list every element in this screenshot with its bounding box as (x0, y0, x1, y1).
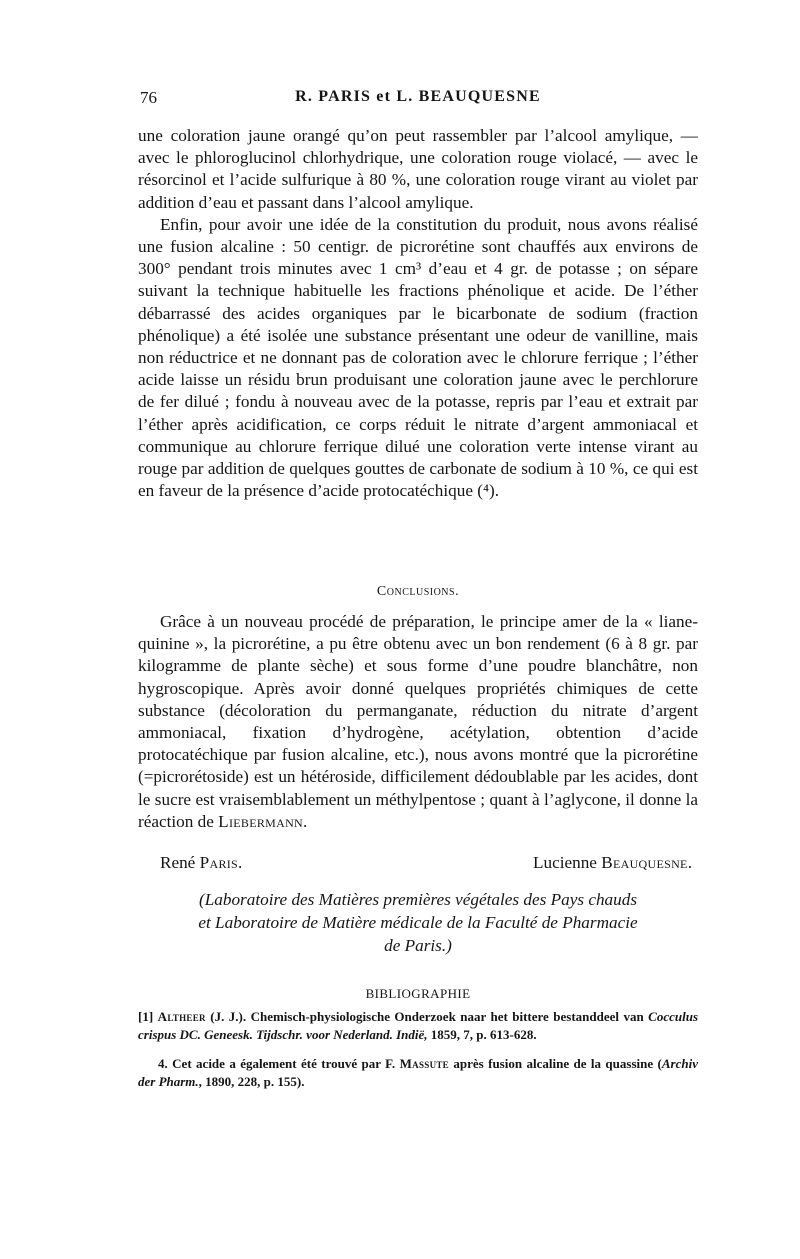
footnote-details: , 1890, 228, p. 155). (198, 1073, 305, 1089)
reference-species: Cocculus crispus DC. (138, 1009, 698, 1042)
affiliation-line-1: (Laboratoire des Matières premières végétales des Pays chauds (198, 890, 638, 909)
signatures (138, 853, 698, 877)
affiliation-line-3: de Paris.) (384, 936, 452, 955)
reference-number: [1] (138, 1009, 154, 1024)
signature-period: . (238, 853, 243, 872)
footnote-4 (138, 1055, 698, 1090)
signature-period: . (687, 853, 692, 872)
paragraph-alkaline-fusion: Enfin, pour avoir une idée de la constitution du produit, nous avons réalisé une fusion alcaline : 50 centigr. de picrorétine sont chauffés aux environs de 300° pendant trois minutes avec 1 cm³ d’eau et 4 gr. de potasse ; on sépare suivant la technique habituelle les fractions phénolique et acide. De l’éther débarrassé des acides organiques par le bicarbonate de sodium (fraction phénolique) a été isolée une substance présentant une odeur de vanilline, mais non réductrice et ne donnant pas de coloration avec le chlorure ferrique ; l’éther acide laisse un résidu brun produisant une coloration jaune avec le perchlorure de fer dilué ; fondu à nouveau avec de la potasse, repris par l’eau et extrait par l’éther après acidification, ce corps réduit le nitrate d’argent ammoniacal et communique au chlorure ferrique dilué une coloration verte intense virant au rouge par addition de quelques gouttes de carbonate de sodium à 10 %, ce qui est en faveur de la présence d’acide protocatéchique (⁴). (138, 214, 698, 501)
bibliography-list (138, 1008, 698, 1090)
signature-first-name: Lucienne (532, 853, 597, 872)
signature-last-name: Paris (199, 853, 239, 872)
conclusions-paragraph (138, 611, 698, 833)
paragraph-continuation: une coloration jaune orangé qu’on peut rassembler par l’alcool amylique, — avec le phloroglucinol chlorhydrique, une coloration rouge violacé, — avec le résorcinol et l’acide sulfurique à 80 %, une coloration rouge virant au violet par addition d’eau et passant dans l’alcool amylique. (138, 126, 698, 212)
author-reference: Liebermann (218, 811, 304, 831)
signature-first-name: René (160, 853, 196, 872)
conclusions-heading: Conclusions. (376, 584, 460, 599)
footnote-journal: Archiv der Pharm. (138, 1056, 698, 1089)
signature-lucienne-beauquesne (533, 853, 692, 873)
signature-rene-paris (160, 853, 242, 873)
bibliography-heading: BIBLIOGRAPHIE (365, 986, 471, 1001)
affiliation-line-2: et Laboratoire de Matière médicale de la Faculté de Pharmacie (198, 913, 638, 932)
footnote-text-2: après fusion alcaline de la quassine ( (448, 1056, 662, 1071)
reference-author: Altheer (157, 1009, 206, 1024)
reference-initials: (J. J.). (205, 1009, 251, 1024)
running-head: R. PARIS et L. BEAUQUESNE (295, 88, 541, 105)
footnote-author: Massute (399, 1056, 449, 1071)
page-number: 76 (140, 88, 157, 107)
reference-details: 1859, 7, p. 613-628. (427, 1026, 537, 1042)
body-text (138, 125, 698, 502)
conclusions-text-before: Grâce à un nouveau procédé de préparation, le principe amer de la « liane-quinine », la picrorétine, a pu être obtenu avec un bon rendement (6 à 8 gr. par kilogramme de plante sèche) et sous forme d’une poudre blanchâtre, non hygroscopique. Après avoir donné quelques propriétés chimiques de cette substance (décoloration du permanganate, réduction du nitrate d’argent ammoniacal, fixation d’hydrogène, acétylation, obtention d’acide protocatéchique par fusion alcaline, etc.), nous avons montré que la picrorétine (=picrorétoside) est un hétéroside, difficilement dédoublable par les acides, dont le sucre est vraisemblablement un méthylpentose ; quant à l’aglycone, il donne la réaction de (138, 612, 698, 831)
footnote-text: Cet acide a également été trouvé par F. (167, 1056, 400, 1071)
reference-text: Chemisch-physiologische Onderzoek naar het bittere bestanddeel van (250, 1009, 649, 1024)
conclusions-text-after: . (303, 811, 308, 831)
signature-last-name: Beauquesne (601, 853, 688, 872)
laboratory-affiliation (138, 888, 698, 957)
conclusions-text (138, 611, 698, 833)
reference-1 (138, 1008, 698, 1043)
reference-journal: Geneesk. Tijdschr. voor Nederland. Indië, (200, 1026, 428, 1042)
footnote-number: 4. (158, 1056, 168, 1071)
page-header (138, 88, 698, 112)
